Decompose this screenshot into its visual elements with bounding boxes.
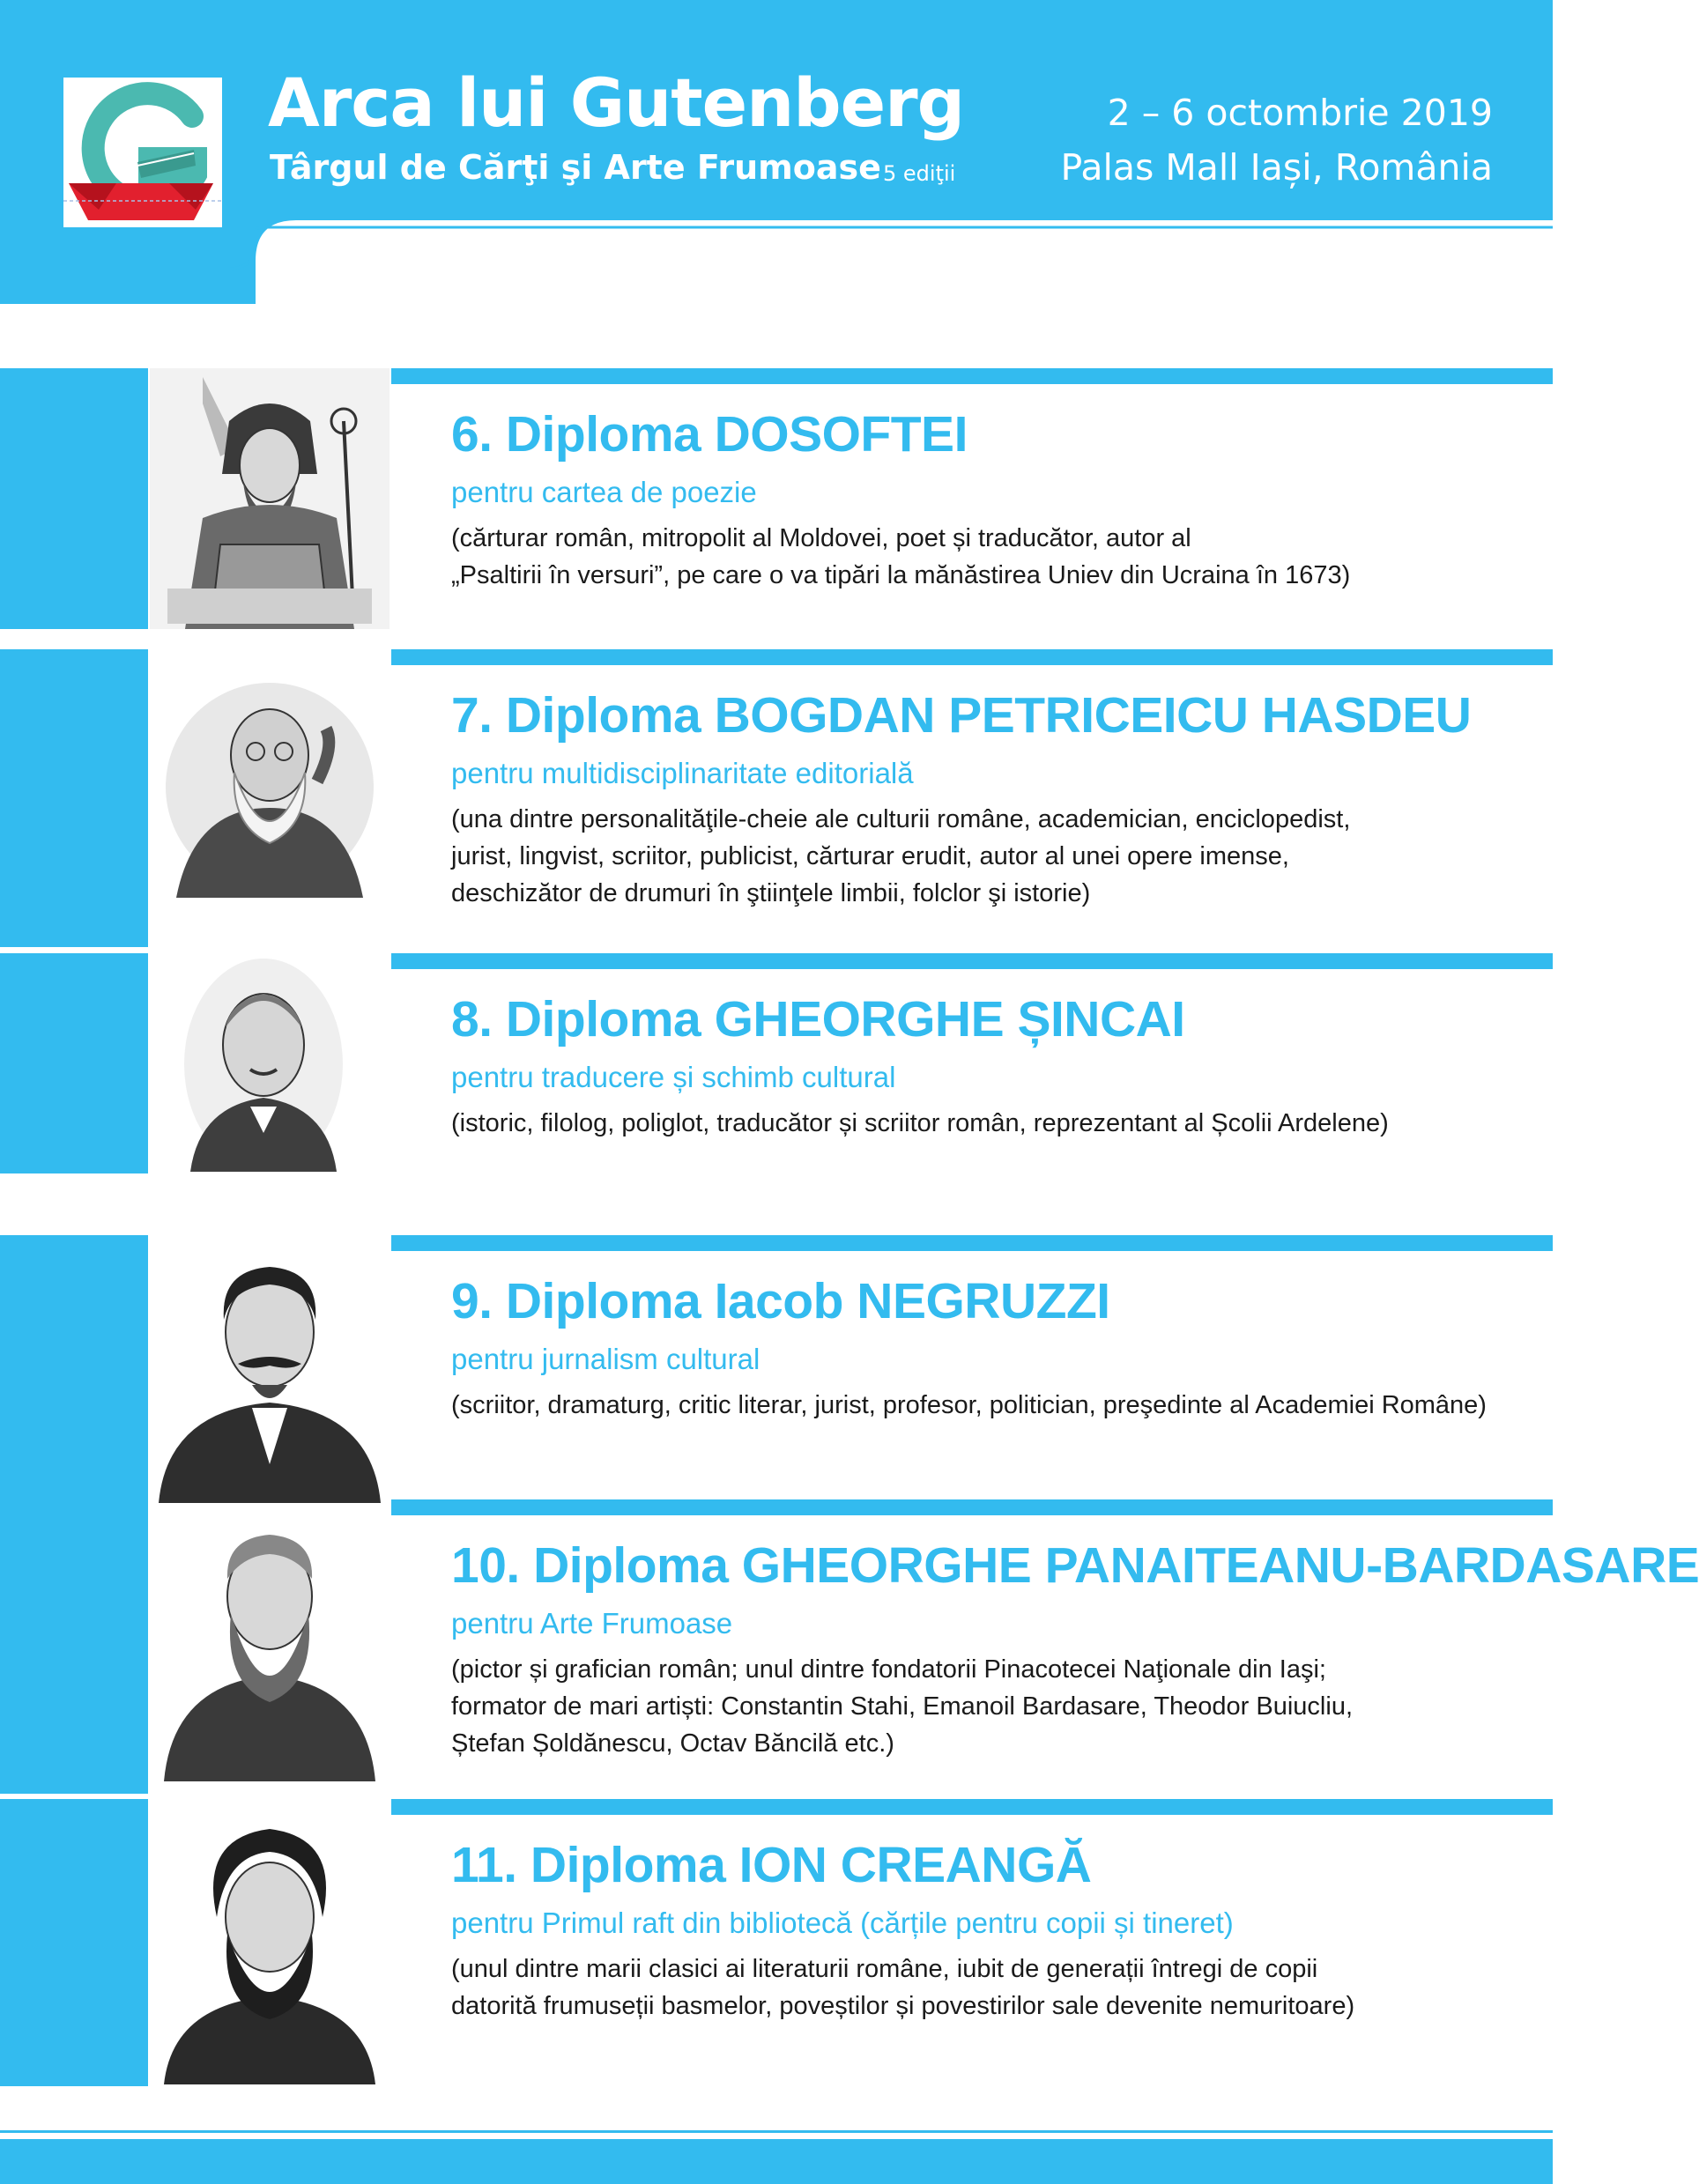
- diploma-title: 8. Diploma GHEORGHE ȘINCAI: [451, 991, 1185, 1048]
- row-top-bar: [391, 1499, 1553, 1515]
- diploma-title: 10. Diploma GHEORGHE PANAITEANU-BARDASARE: [451, 1537, 1699, 1594]
- editions-count: 5 ediţii: [883, 161, 956, 186]
- portrait-sincai: [182, 957, 345, 1172]
- diploma-description: [451, 1951, 1354, 2025]
- diploma-title: 7. Diploma BOGDAN PETRICEICU HASDEU: [451, 687, 1472, 744]
- portrait-hasdeu: [159, 676, 381, 898]
- diploma-title: 6. Diploma DOSOFTEI: [451, 406, 968, 463]
- row-top-bar: [391, 953, 1553, 969]
- description-line: (una dintre personalităţile-cheie ale culturii române, academician, enciclopedist,: [451, 805, 1351, 833]
- row-side-bar: [0, 368, 148, 629]
- footer-divider: [0, 2130, 1553, 2133]
- description-line: deschizător de drumuri în ştiinţele limbii, folclor şi istorie): [451, 879, 1091, 907]
- diploma-row: [0, 1499, 1699, 1799]
- description-line: (cărturar român, mitropolit al Moldovei, poet și traducător, autor al: [451, 524, 1191, 552]
- portrait-dosoftei: [150, 368, 390, 629]
- diploma-category: pentru multidisciplinaritate editorială: [451, 757, 914, 789]
- diploma-row: [0, 368, 1553, 633]
- event-dates: 2 – 6 octombrie 2019: [1107, 92, 1493, 134]
- footer-band: [0, 2139, 1553, 2184]
- diploma-category: pentru Arte Frumoase: [451, 1607, 733, 1640]
- diploma-row: [0, 1235, 1553, 1505]
- diploma-row: [0, 953, 1553, 1175]
- event-location: Palas Mall Iași, România: [1060, 146, 1493, 189]
- row-top-bar: [391, 1235, 1553, 1251]
- diploma-category: pentru traducere și schimb cultural: [451, 1061, 896, 1093]
- description-line: (scriitor, dramaturg, critic literar, jurist, profesor, politician, preşedinte al Academiei Române): [451, 1391, 1487, 1419]
- row-top-bar: [391, 1799, 1553, 1815]
- page-header: [0, 0, 1553, 304]
- portrait-creanga: [164, 1820, 375, 2084]
- description-line: formator de mari artiști: Constantin Stahi, Emanoil Bardasare, Theodor Buiucliu,: [451, 1692, 1354, 1721]
- diploma-category: pentru jurnalism cultural: [451, 1343, 760, 1375]
- portrait-negruzzi: [150, 1235, 390, 1503]
- description-line: (istoric, filolog, poliglot, traducător și scriitor român, reprezentant al Școlii Ardelene): [451, 1109, 1389, 1137]
- diploma-description: [451, 801, 1350, 912]
- description-line: (unul dintre marii clasici ai literaturii române, iubit de generații întregi de copii: [451, 1955, 1318, 1983]
- diploma-description: [451, 520, 1350, 594]
- row-side-bar: [0, 1235, 148, 1503]
- description-line: jurist, lingvist, scriitor, publicist, cărturar erudit, autor al unei opere imense,: [451, 842, 1289, 870]
- diploma-row: [0, 649, 1553, 949]
- event-subtitle: Târgul de Cărţi şi Arte Frumoase: [270, 148, 881, 187]
- diploma-description: [451, 1387, 1487, 1424]
- row-side-bar: [0, 953, 148, 1173]
- event-title: Arca lui Gutenberg: [268, 63, 965, 142]
- diploma-description: [451, 1651, 1353, 1762]
- diploma-category: pentru cartea de poezie: [451, 476, 757, 508]
- row-top-bar: [391, 368, 1553, 384]
- row-top-bar: [391, 649, 1553, 665]
- row-side-bar: [0, 649, 148, 947]
- diploma-description: [451, 1105, 1389, 1142]
- gutenberg-ark-logo: [63, 78, 222, 227]
- diploma-title: 11. Diploma ION CREANGĂ: [451, 1837, 1092, 1893]
- diploma-category: pentru Primul raft din bibliotecă (cărțile pentru copii și tineret): [451, 1906, 1234, 1939]
- diploma-row: [0, 1799, 1553, 2090]
- description-line: datorită frumuseții basmelor, poveștilor și povestirilor sale devenite nemuritoare): [451, 1992, 1355, 2020]
- description-line: (pictor și grafician român; unul dintre fondatorii Pinacotecei Naţionale din Iaşi;: [451, 1655, 1326, 1684]
- diploma-title: 9. Diploma Iacob NEGRUZZI: [451, 1273, 1110, 1329]
- row-side-bar: [0, 1799, 148, 2086]
- row-side-bar: [0, 1499, 148, 1794]
- portrait-panaiteanu-bardasare: [164, 1517, 375, 1781]
- description-line: Ștefan Șoldănescu, Octav Băncilă etc.): [451, 1729, 894, 1758]
- description-line: „Psaltirii în versuri”, pe care o va tipări la mănăstirea Uniev din Ucraina în 1673): [451, 561, 1351, 589]
